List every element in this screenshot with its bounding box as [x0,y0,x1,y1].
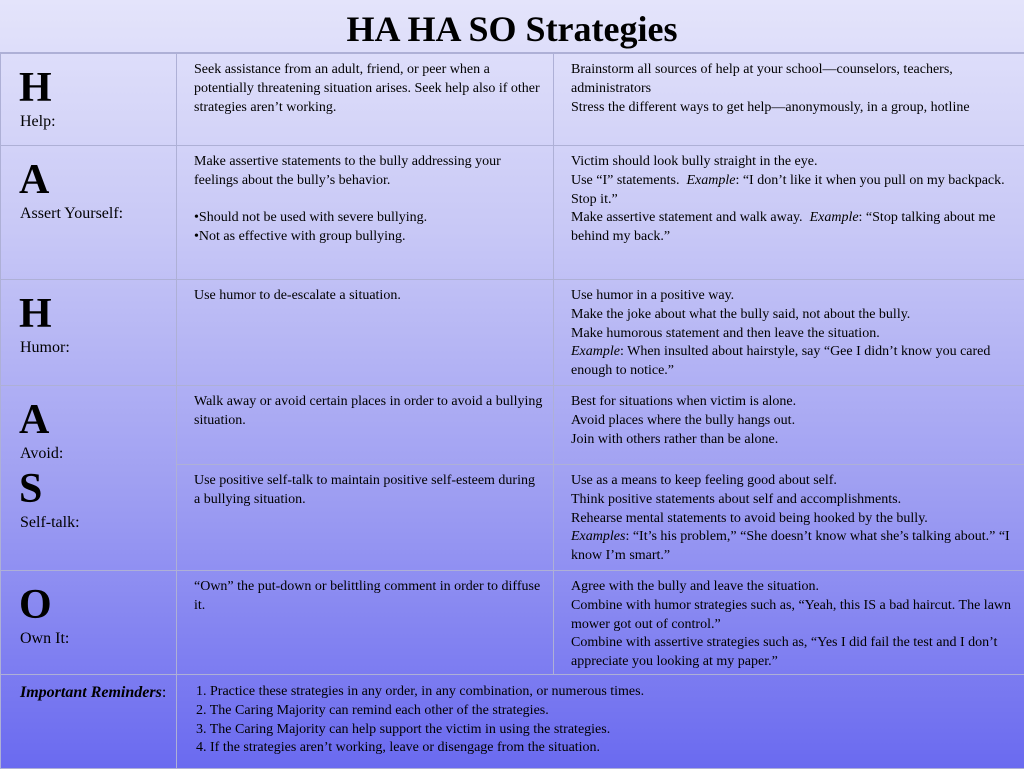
strategy-letter: O [1,571,176,627]
strategy-cell [1,465,177,571]
page-title: HA HA SO Strategies [0,0,1024,53]
example-label: Examples [571,529,625,544]
tips-cell [554,571,1024,675]
strategy-name: Assert Yourself: [1,204,176,224]
tips-cell [554,280,1024,386]
reminders-label-cell [1,675,177,769]
tip-text: Make humorous statement and then leave the situation. [571,325,1014,344]
description-cell [177,571,554,675]
strategy-name: Avoid: [1,444,176,464]
reminder-item: 2. The Caring Majority can remind each other of the strategies. [194,702,1014,721]
tip-text: Make the joke about what the bully said, not about the bully. [571,306,1014,325]
strategy-letter: A [1,386,176,442]
table-row-avoid [1,386,1024,465]
example-text: : When insulted about hairstyle, say “Gee I didn’t know you cared enough to notice.” [571,344,990,378]
strategy-cell [1,280,177,386]
strategy-letter: H [1,54,176,110]
description-cell [177,280,554,386]
table-row-own-it [1,571,1024,675]
tip-text: Make assertive statement and walk away. [571,210,803,225]
description-text: Use positive self-talk to maintain positive self-esteem during a bullying situation. [194,472,543,510]
tip-text: Combine with assertive strategies such as, “Yes I did fail the test and I don’t appreciate you looking at my paper.” [571,634,1014,672]
strategy-name: Self-talk: [1,513,176,533]
example-text: : “Stop talking about me behind my back.” [571,210,995,244]
strategy-cell [1,54,177,146]
tips-cell [554,146,1024,280]
description-bullet: •Should not be used with severe bullying. [194,209,543,228]
description-text: Make assertive statements to the bully addressing your feelings about the bully’s behavior. [194,153,543,191]
tip-text: Use “I” statements. [571,173,679,188]
strategy-letter: A [1,146,176,202]
tip-text: Brainstorm all sources of help at your school—counselors, teachers, administrators [571,61,1014,99]
example-label: Example [810,210,859,225]
strategy-cell [1,571,177,675]
example-label: Example [686,173,735,188]
tip-text: Rehearse mental statements to avoid being hooked by the bully. [571,510,1014,529]
description-cell [177,54,554,146]
tip-text: Best for situations when victim is alone. [571,393,1014,412]
description-text: “Own” the put-down or belittling comment in order to diffuse it. [194,578,543,616]
description-cell [177,146,554,280]
table-row-assert [1,146,1024,280]
strategy-name: Own It: [1,629,176,649]
table-row-reminders [1,675,1024,769]
table-row-help [1,54,1024,146]
table-row-self-talk [1,465,1024,571]
example-label: Example [571,344,620,359]
tips-cell [554,465,1024,571]
reminder-item: 3. The Caring Majority can help support the victim in using the strategies. [194,721,1014,740]
description-cell [177,465,554,571]
reminders-list-cell [177,675,1024,769]
table-row-humor [1,280,1024,386]
tips-cell [554,54,1024,146]
strategy-cell [1,386,177,465]
tip-text: Join with others rather than be alone. [571,431,1014,450]
strategies-table [0,53,1024,769]
description-text: Use humor to de-escalate a situation. [194,287,543,306]
reminders-label: Important Reminders [20,684,162,701]
reminder-item: 4. If the strategies aren’t working, leave or disengage from the situation. [194,739,1014,758]
tip-text: Use humor in a positive way. [571,287,1014,306]
strategy-letter: S [1,465,176,511]
tip-text: Agree with the bully and leave the situation. [571,578,1014,597]
example-text: : “It’s his problem,” “She doesn’t know what she’s talking about.” “I know I’m smart.” [571,529,1010,563]
tip-text: Think positive statements about self and accomplishments. [571,491,1014,510]
description-bullet: •Not as effective with group bullying. [194,228,543,247]
strategy-letter: H [1,280,176,336]
description-text: Seek assistance from an adult, friend, or peer when a potentially threatening situation arises. Seek help also if other strategies aren’t working. [194,61,543,117]
strategy-cell [1,146,177,280]
description-cell [177,386,554,465]
reminders-colon: : [162,684,166,701]
description-text: Walk away or avoid certain places in order to avoid a bullying situation. [194,393,543,431]
strategy-name: Help: [1,112,176,132]
example-text: : “I don’t like it when you pull on my backpack. Stop it.” [571,173,1005,207]
tip-text: Combine with humor strategies such as, “Yeah, this IS a bad haircut. The lawn mower got out of control.” [571,597,1014,635]
tips-cell [554,386,1024,465]
reminder-item: 1. Practice these strategies in any order, in any combination, or numerous times. [194,683,1014,702]
tip-text: Avoid places where the bully hangs out. [571,412,1014,431]
tip-text: Victim should look bully straight in the eye. [571,153,1014,172]
strategy-name: Humor: [1,338,176,358]
tip-text: Stress the different ways to get help—anonymously, in a group, hotline [571,99,1014,118]
tip-text: Use as a means to keep feeling good about self. [571,472,1014,491]
